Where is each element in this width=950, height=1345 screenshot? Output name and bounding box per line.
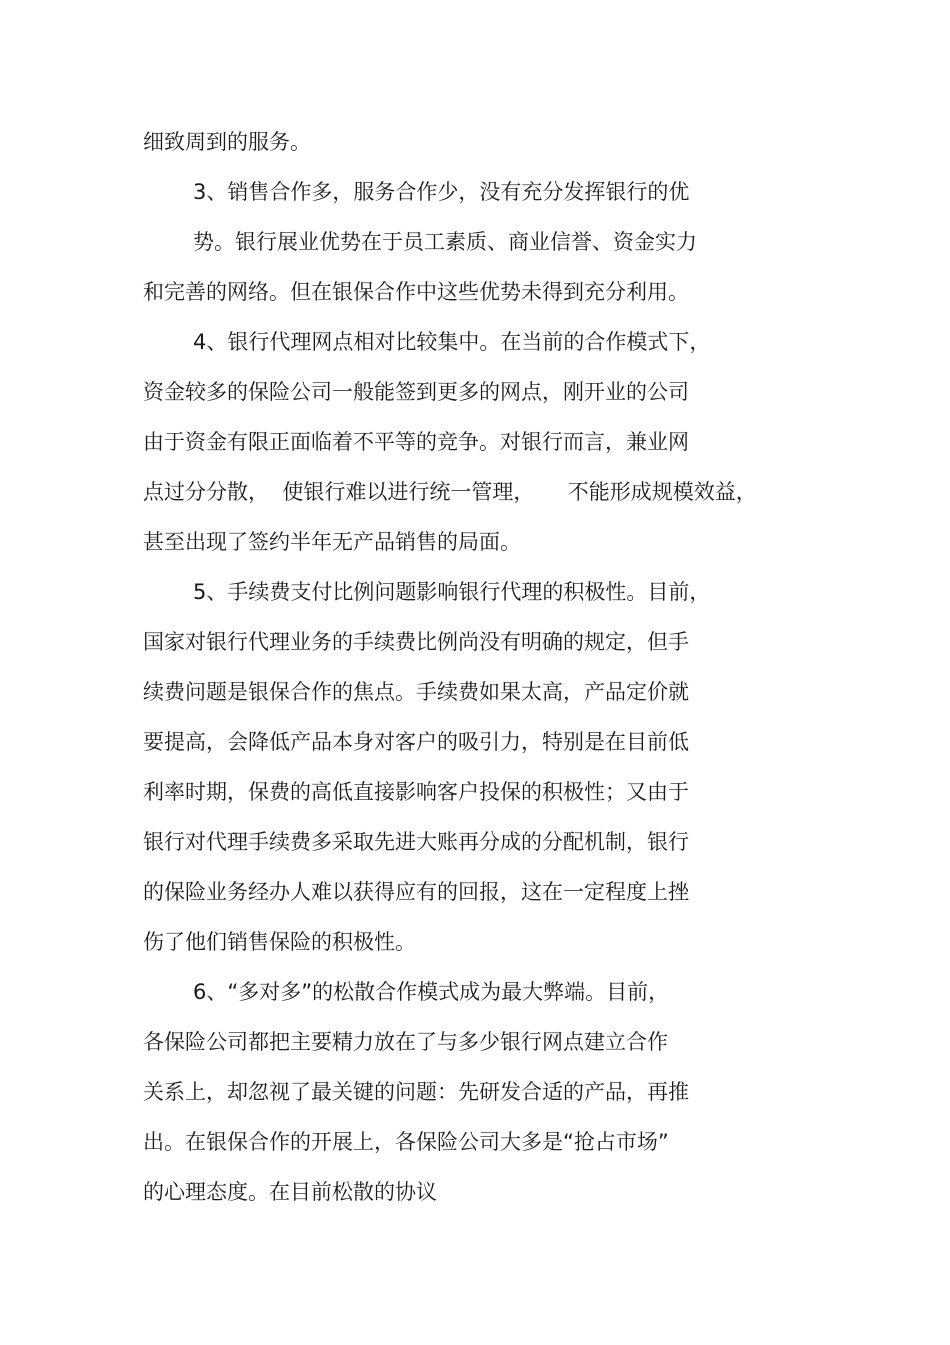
text-line: 各保险公司都把主要精力放在了与多少银行网点建立合作 [143,1030,668,1054]
text-line: 点过分分散， 使银行难以进行统一管理， 不能形成规模效益， [143,480,757,504]
text-line: 国家对银行代理业务的手续费比例尚没有明确的规定，但手 [143,630,689,654]
text-line: 续费问题是银保合作的焦点。手续费如果太高，产品定价就 [143,680,689,704]
text-line: 银行对代理手续费多采取先进大账再分成的分配机制，银行 [143,830,689,854]
text-line: 资金较多的保险公司一般能签到更多的网点，刚开业的公司 [143,380,689,404]
text-line: 3、销售合作多，服务合作少，没有充分发挥银行的优 [193,180,690,204]
text-line: 5、手续费支付比例问题影响银行代理的积极性。目前， [193,580,711,604]
text-line: 势。银行展业优势在于员工素质、商业信誉、资金实力 [193,230,697,254]
text-line: 的心理态度。在目前松散的协议 [143,1180,437,1204]
text-line: 的保险业务经办人难以获得应有的回报，这在一定程度上挫 [143,880,689,904]
text-line: 4、银行代理网点相对比较集中。在当前的合作模式下， [193,330,711,354]
text-line: 利率时期，保费的高低直接影响客户投保的积极性；又由于 [143,780,689,804]
text-line: 要提高，会降低产品本身对客户的吸引力，特别是在目前低 [143,730,689,754]
text-line: 甚至出现了签约半年无产品销售的局面。 [143,530,521,554]
text-line: 细致周到的服务。 [143,130,311,154]
text-line: 和完善的网络。但在银保合作中这些优势未得到充分利用。 [143,280,689,304]
text-line: 由于资金有限正面临着不平等的竞争。对银行而言，兼业网 [143,430,689,454]
text-line: 关系上，却忽视了最关键的问题：先研发合适的产品，再推 [143,1080,689,1104]
text-line: 出。在银保合作的开展上，各保险公司大多是“抢占市场” [143,1130,669,1154]
text-line: 6、“多对多”的松散合作模式成为最大弊端。目前， [193,980,670,1004]
text-line: 伤了他们销售保险的积极性。 [143,930,416,954]
